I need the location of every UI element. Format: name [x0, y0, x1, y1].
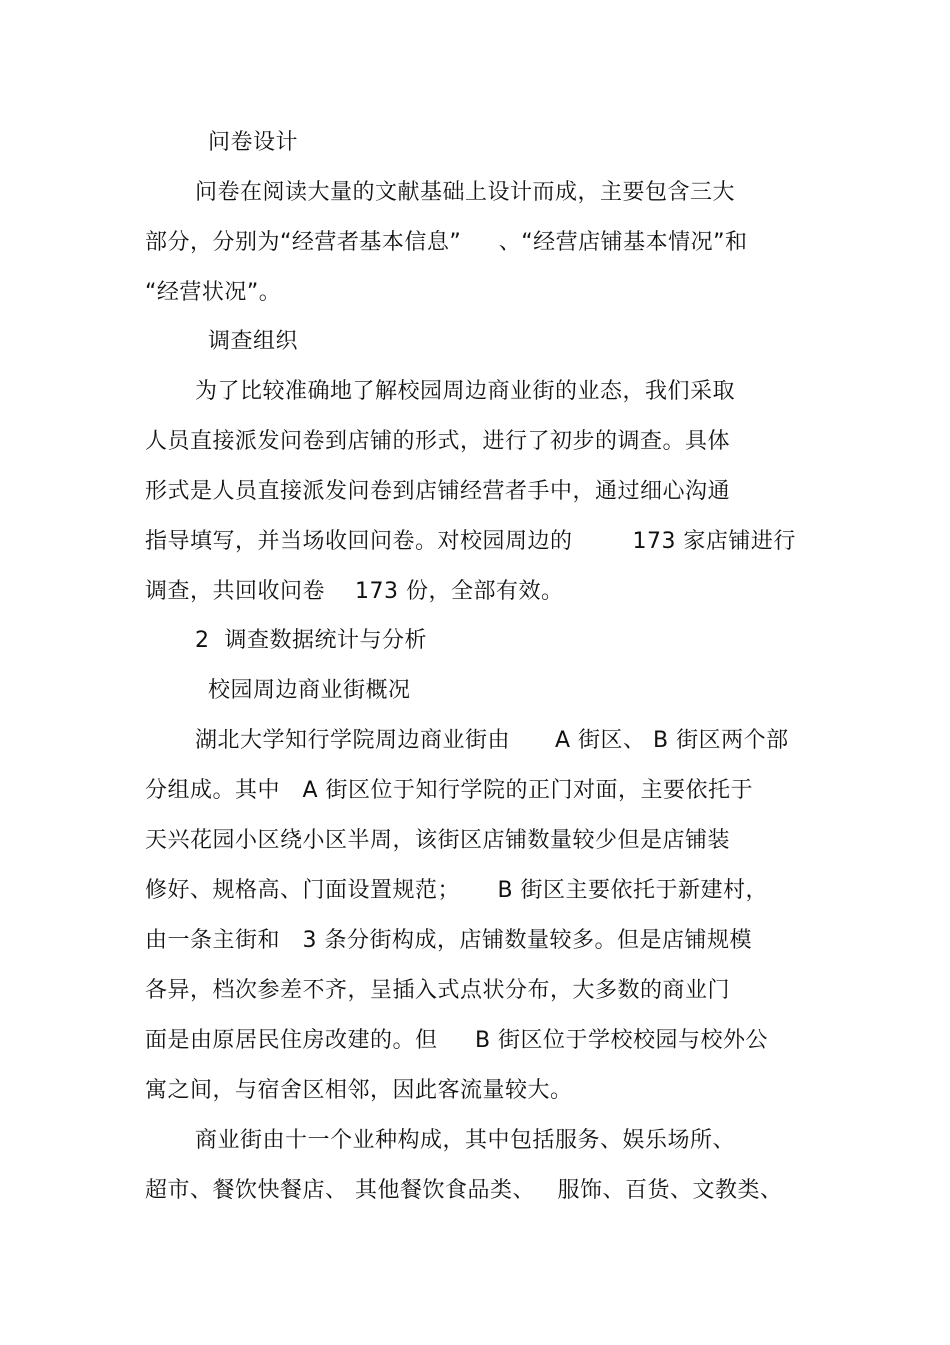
text-line: 形式是人员直接派发问卷到店铺经营者手中，通过细心沟通	[145, 479, 731, 504]
text-line: 天兴花园小区绕小区半周，该街区店铺数量较少但是店铺装	[145, 828, 731, 853]
text-line: 商业街由十一个业种构成，其中包括服务、娱乐场所、	[195, 1128, 736, 1153]
text-line: 面是由原居民住房改建的。但 B 街区位于学校校园与校外公	[145, 1028, 769, 1053]
text-line: 由一条主街和 3 条分街构成，店铺数量较多。但是店铺规模	[145, 928, 752, 953]
text-line: 为了比较准确地了解校园周边商业街的业态，我们采取	[195, 379, 736, 404]
text-line: 超市、餐饮快餐店、 其他餐饮食品类、 服饰、百货、文教类、	[145, 1178, 783, 1203]
text-line: 人员直接派发问卷到店铺的形式，进行了初步的调查。具体	[145, 429, 731, 454]
text-line: 各异，档次参差不齐，呈插入式点状分布，大多数的商业门	[145, 978, 731, 1003]
heading-questionnaire-design: 问卷设计	[208, 130, 299, 155]
text-line: “经营状况”。	[145, 280, 282, 305]
text-line: 湖北大学知行学院周边商业街由 A 街区、 B 街区两个部	[195, 728, 789, 753]
text-line: 问卷在阅读大量的文献基础上设计而成，主要包含三大	[195, 180, 736, 205]
heading-survey-organization: 调查组织	[208, 329, 299, 354]
heading-section-2: 2 调查数据统计与分析	[195, 628, 427, 653]
heading-campus-street-overview: 校园周边商业街概况	[208, 678, 411, 703]
text-line: 指导填写，并当场收回问卷。对校园周边的 173 家店铺进行	[145, 529, 796, 554]
text-line: 分组成。其中 A 街区位于知行学院的正门对面，主要依托于	[145, 778, 754, 803]
text-line: 修好、规格高、门面设置规范； B 街区主要依托于新建村，	[145, 878, 769, 903]
text-line: 部分，分别为“经营者基本信息” 、“经营店铺基本情况”和	[145, 230, 748, 255]
text-line: 寓之间，与宿舍区相邻，因此客流量较大。	[145, 1078, 573, 1103]
text-line: 调查，共回收问卷 173 份，全部有效。	[145, 579, 564, 604]
